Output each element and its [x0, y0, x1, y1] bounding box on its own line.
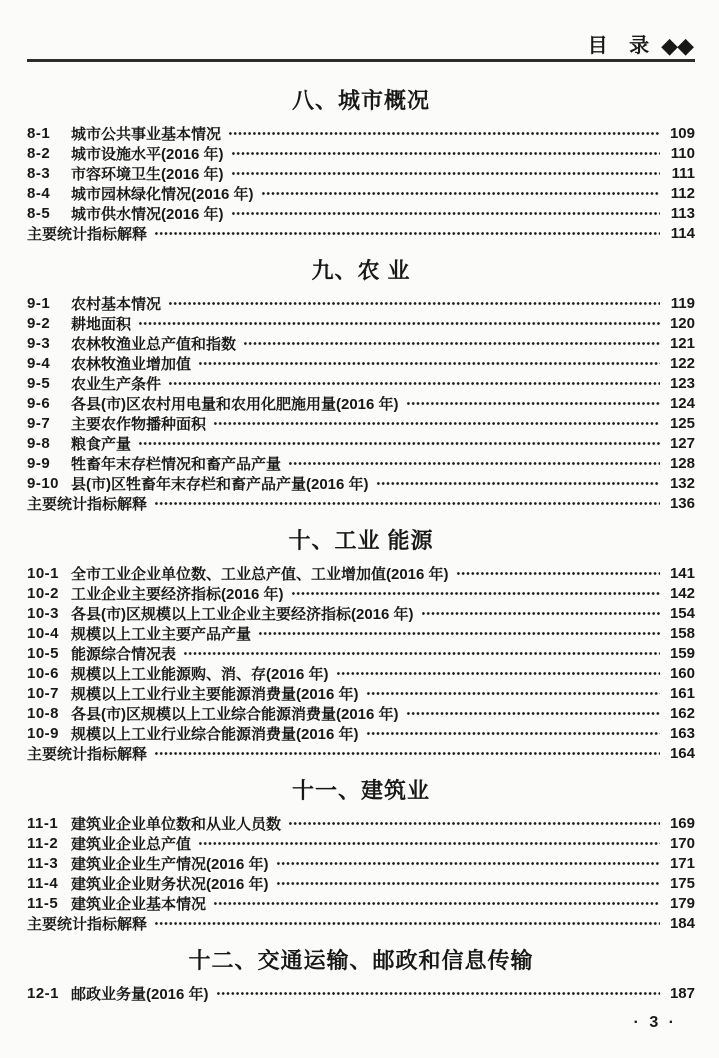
entry-number: 8-5 — [27, 204, 51, 222]
toc-entry — [27, 723, 695, 743]
toc-entry — [27, 683, 695, 703]
dot-leader — [154, 743, 660, 763]
dot-leader — [231, 203, 660, 223]
entry-number: 8-1 — [27, 124, 51, 142]
entry-number: 11-1 — [27, 814, 59, 832]
entry-title: 农林牧渔业增加值 — [71, 355, 192, 373]
entry-title: 能源综合情况表 — [71, 645, 177, 663]
toc-section — [27, 528, 695, 763]
entry-number: 9-10 — [27, 474, 60, 492]
entry-number: 8-4 — [27, 184, 51, 202]
dot-leader — [198, 833, 660, 853]
entry-page-number: 159 — [669, 644, 695, 662]
entry-title: 各县(市)区农村用电量和农用化肥施用量(2016 年) — [71, 395, 399, 413]
page-header — [27, 0, 695, 62]
toc-entry — [27, 583, 695, 603]
dot-leader — [288, 813, 660, 833]
dot-leader — [288, 453, 660, 473]
entry-page-number: 136 — [669, 494, 695, 512]
entry-number: 9-3 — [27, 334, 51, 352]
dot-leader — [231, 143, 660, 163]
dot-leader — [138, 313, 660, 333]
entry-number: 9-5 — [27, 374, 51, 392]
entry-page-number: 113 — [670, 204, 695, 222]
entry-page-number: 123 — [669, 374, 695, 392]
entry-page-number: 158 — [669, 624, 695, 642]
entry-title: 农林牧渔业总产值和指数 — [71, 335, 237, 353]
toc-entry — [27, 743, 695, 763]
dot-leader — [258, 623, 660, 643]
entry-title: 主要统计指标解释 — [27, 915, 148, 933]
entry-title: 建筑业企业生产情况(2016 年) — [71, 855, 269, 873]
entry-page-number: 110 — [670, 144, 695, 162]
dot-leader — [376, 473, 660, 493]
toc-entry — [27, 563, 695, 583]
toc-entry — [27, 603, 695, 623]
toc-section — [27, 88, 695, 243]
entry-page-number: 128 — [669, 454, 695, 472]
entry-title: 各县(市)区规模以上工业企业主要经济指标(2016 年) — [71, 605, 414, 623]
entry-title: 农业生产条件 — [71, 375, 162, 393]
toc-entry — [27, 223, 695, 243]
toc-entry — [27, 413, 695, 433]
entry-title: 全市工业企业单位数、工业总产值、工业增加值(2016 年) — [71, 565, 449, 583]
toc-entry — [27, 353, 695, 373]
entry-page-number: 127 — [669, 434, 695, 452]
entry-number: 9-2 — [27, 314, 51, 332]
dot-leader — [406, 703, 660, 723]
entry-title: 耕地面积 — [71, 315, 132, 333]
toc-entry — [27, 853, 695, 873]
entry-title: 建筑业企业基本情况 — [71, 895, 207, 913]
toc-entry — [27, 473, 695, 493]
dot-leader — [168, 373, 660, 393]
section-title: 九、农 业 — [311, 258, 411, 283]
section-title: 八、城市概况 — [291, 88, 430, 113]
entry-page-number: 142 — [669, 584, 695, 602]
dot-leader — [228, 123, 660, 143]
entry-title: 城市园林绿化情况(2016 年) — [71, 185, 254, 203]
entry-number: 9-7 — [27, 414, 51, 432]
entry-number: 10-9 — [27, 724, 60, 742]
entry-title: 规模以上工业行业主要能源消费量(2016 年) — [71, 685, 359, 703]
dot-leader — [291, 583, 660, 603]
dot-leader — [213, 893, 660, 913]
entry-title: 主要统计指标解释 — [27, 745, 148, 763]
entry-title: 规模以上工业主要产品产量 — [71, 625, 252, 643]
diamond-icons: ◆◆ — [661, 33, 693, 59]
entry-page-number: 125 — [669, 414, 695, 432]
entry-title: 主要统计指标解释 — [27, 225, 148, 243]
toc-entry — [27, 983, 695, 1003]
toc-section — [27, 948, 695, 1003]
section-title: 十一、建筑业 — [291, 778, 430, 803]
dot-leader — [421, 603, 660, 623]
entry-page-number: 114 — [670, 224, 695, 242]
entry-title: 牲畜年末存栏情况和畜产品产量 — [71, 455, 282, 473]
entry-page-number: 121 — [669, 334, 695, 352]
entry-number: 10-1 — [27, 564, 60, 582]
entry-page-number: 162 — [669, 704, 695, 722]
entry-number: 8-3 — [27, 164, 51, 182]
entry-page-number: 170 — [669, 834, 695, 852]
toc-entry — [27, 433, 695, 453]
toc-section — [27, 778, 695, 933]
dot-leader — [231, 163, 660, 183]
entry-title: 城市设施水平(2016 年) — [71, 145, 224, 163]
dot-leader — [456, 563, 660, 583]
entry-number: 11-5 — [27, 894, 59, 912]
dot-leader — [216, 983, 660, 1003]
entry-number: 10-3 — [27, 604, 60, 622]
dot-leader — [261, 183, 660, 203]
entry-number: 9-4 — [27, 354, 51, 372]
toc-entry — [27, 373, 695, 393]
entry-number: 12-1 — [27, 984, 60, 1002]
dot-leader — [243, 333, 660, 353]
entry-page-number: 187 — [669, 984, 695, 1002]
entry-page-number: 169 — [669, 814, 695, 832]
entry-number: 11-2 — [27, 834, 59, 852]
entry-title: 邮政业务量(2016 年) — [71, 985, 209, 1003]
entry-page-number: 141 — [669, 564, 695, 582]
entry-title: 各县(市)区规模以上工业综合能源消费量(2016 年) — [71, 705, 399, 723]
dot-leader — [138, 433, 660, 453]
dot-leader — [276, 853, 660, 873]
entry-page-number: 112 — [670, 184, 695, 202]
toc-entry — [27, 333, 695, 353]
entry-title: 粮食产量 — [71, 435, 132, 453]
entry-page-number: 171 — [669, 854, 695, 872]
toc-entry — [27, 703, 695, 723]
toc-entry — [27, 143, 695, 163]
entry-number: 9-6 — [27, 394, 51, 412]
entry-number: 9-8 — [27, 434, 51, 452]
dot-leader — [154, 913, 660, 933]
dot-leader — [154, 223, 660, 243]
entry-number: 11-4 — [27, 874, 59, 892]
entry-title: 主要统计指标解释 — [27, 495, 148, 513]
header-title: 目 录 — [587, 35, 658, 57]
toc-section — [27, 258, 695, 513]
toc-entry — [27, 493, 695, 513]
toc-entry — [27, 393, 695, 413]
entry-number: 9-9 — [27, 454, 51, 472]
entry-page-number: 122 — [669, 354, 695, 372]
entry-page-number: 109 — [669, 124, 695, 142]
entry-page-number: 132 — [669, 474, 695, 492]
entry-title: 规模以上工业能源购、消、存(2016 年) — [71, 665, 329, 683]
entry-page-number: 175 — [669, 874, 695, 892]
entry-title: 建筑业企业财务状况(2016 年) — [71, 875, 269, 893]
entry-number: 10-6 — [27, 664, 60, 682]
dot-leader — [183, 643, 660, 663]
dot-leader — [366, 723, 660, 743]
toc-entry — [27, 893, 695, 913]
entry-number: 10-4 — [27, 624, 60, 642]
entry-page-number: 164 — [669, 744, 695, 762]
entry-page-number: 111 — [671, 164, 695, 182]
entry-title: 县(市)区牲畜年末存栏和畜产品产量(2016 年) — [71, 475, 369, 493]
entry-page-number: 124 — [669, 394, 695, 412]
entry-number: 9-1 — [27, 294, 51, 312]
entry-title: 建筑业企业单位数和从业人员数 — [71, 815, 282, 833]
entry-page-number: 120 — [669, 314, 695, 332]
entry-number: 10-7 — [27, 684, 60, 702]
header-rule — [27, 59, 695, 62]
toc-entry — [27, 293, 695, 313]
dot-leader — [276, 873, 660, 893]
toc-entry — [27, 123, 695, 143]
entry-number: 11-3 — [27, 854, 59, 872]
entry-page-number: 154 — [669, 604, 695, 622]
toc-entry — [27, 873, 695, 893]
section-title: 十二、交通运输、邮政和信息传输 — [188, 948, 534, 973]
dot-leader — [213, 413, 660, 433]
entry-title: 主要农作物播种面积 — [71, 415, 207, 433]
toc-entry — [27, 163, 695, 183]
dot-leader — [168, 293, 660, 313]
toc-entry — [27, 313, 695, 333]
toc-sections — [27, 88, 695, 1003]
toc-entry — [27, 833, 695, 853]
entry-title: 城市公共事业基本情况 — [71, 125, 222, 143]
toc-entry — [27, 183, 695, 203]
entry-number: 10-8 — [27, 704, 60, 722]
entry-title: 市容环境卫生(2016 年) — [71, 165, 224, 183]
section-title: 十、工业 能源 — [288, 528, 434, 553]
entry-number: 10-2 — [27, 584, 60, 602]
toc-entry — [27, 203, 695, 223]
dot-leader — [336, 663, 660, 683]
toc-entry — [27, 663, 695, 683]
toc-entry — [27, 643, 695, 663]
toc-entry — [27, 913, 695, 933]
entry-page-number: 161 — [669, 684, 695, 702]
entry-page-number: 160 — [669, 664, 695, 682]
dot-leader — [154, 493, 660, 513]
dot-leader — [366, 683, 660, 703]
entry-number: 8-2 — [27, 144, 51, 162]
entry-page-number: 119 — [670, 294, 695, 312]
entry-page-number: 163 — [669, 724, 695, 742]
entry-number: 10-5 — [27, 644, 60, 662]
entry-title: 工业企业主要经济指标(2016 年) — [71, 585, 284, 603]
toc-entry — [27, 623, 695, 643]
dot-leader — [198, 353, 660, 373]
toc-entry — [27, 813, 695, 833]
toc-entry — [27, 453, 695, 473]
entry-title: 农村基本情况 — [71, 295, 162, 313]
dot-leader — [406, 393, 660, 413]
footer-page-number: · 3 · — [633, 1014, 677, 1031]
entry-page-number: 184 — [669, 914, 695, 932]
entry-title: 规模以上工业行业综合能源消费量(2016 年) — [71, 725, 359, 743]
entry-title: 建筑业企业总产值 — [71, 835, 192, 853]
entry-page-number: 179 — [669, 894, 695, 912]
entry-title: 城市供水情况(2016 年) — [71, 205, 224, 223]
